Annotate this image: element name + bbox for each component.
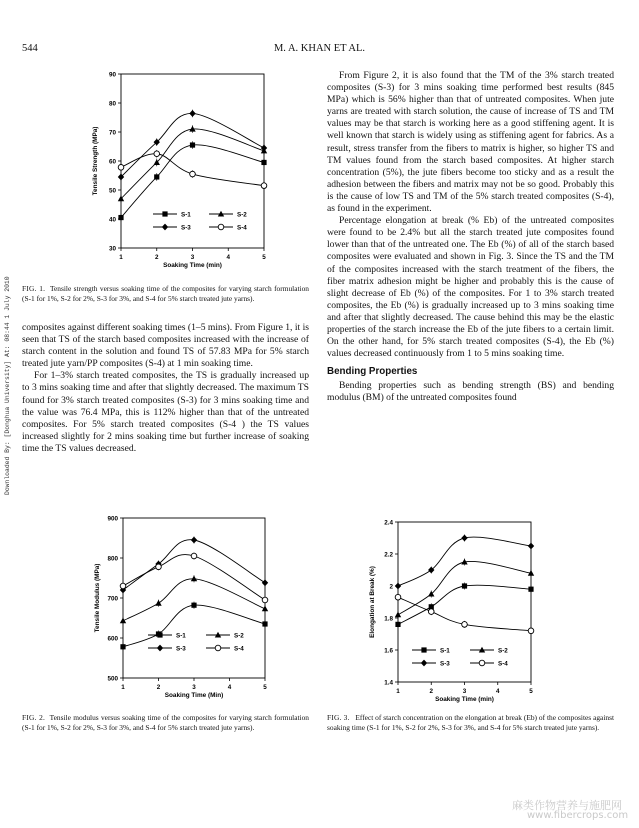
data-point [528, 628, 534, 634]
legend-label: S-4 [234, 645, 244, 653]
data-point [118, 215, 123, 220]
y-tick-label: 40 [108, 216, 116, 224]
data-point [395, 622, 400, 627]
figure-2-chart [78, 508, 278, 706]
series-line [398, 585, 531, 624]
legend-marker [421, 647, 426, 652]
left-paragraph-1: composites against different soaking times (1–5 mins). From Figure 1, it is seen that TS of the starch based composites increased with the increase of starch content in the solution and found TS of 57.83 MPa for 5% starch treated jute yarn/PP composites (S-4) at 1 min soaking time. [22, 322, 309, 370]
x-tick-label: 4 [227, 684, 232, 691]
plot-frame [121, 74, 264, 248]
figure-3-caption [327, 713, 614, 732]
legend-marker [218, 224, 224, 230]
data-point [428, 609, 434, 615]
x-tick-label: 1 [119, 254, 123, 261]
data-point [262, 621, 267, 626]
y-tick-label: 1.4 [384, 679, 393, 687]
legend-label: S-2 [498, 647, 508, 655]
series-s-1 [120, 602, 267, 651]
x-axis-label: Soaking Time (Min) [164, 692, 224, 699]
legend-label: S-1 [181, 211, 191, 219]
legend-marker [157, 632, 162, 637]
series-line [123, 605, 265, 647]
x-tick-label: 2 [154, 254, 159, 261]
data-point [154, 151, 160, 157]
x-tick-label: 5 [529, 688, 533, 695]
legend-label: S-3 [176, 645, 186, 653]
legend-marker [421, 660, 427, 667]
y-tick-label: 50 [108, 187, 116, 195]
x-tick-label: 5 [263, 684, 267, 691]
data-point [462, 583, 467, 588]
legend-marker [215, 645, 221, 651]
data-point [190, 171, 196, 177]
figure-1-caption-text: Tensile strength versus soaking time of the composites for varying starch formulation (S-1 for 1%, S-2 for 2%, S-3 for 3%, and S-4 for 5% starch treated jute yarns). [22, 284, 309, 303]
y-tick-label: 2.2 [384, 551, 393, 559]
data-point [120, 583, 126, 589]
y-tick-label: 30 [108, 245, 116, 253]
data-point [189, 110, 195, 117]
y-tick-label: 2.4 [384, 519, 393, 527]
series-s-2 [120, 575, 268, 624]
figure-2-caption-text: Tensile modulus versus soaking time of the composites for varying starch formulation (S-1 for 1%, S-2 for 2%, S-3 for 3%, and S-4 for 5% starch treated jute yarns). [22, 713, 309, 732]
data-point [261, 183, 267, 189]
legend-label: S-2 [237, 211, 247, 219]
x-tick-label: 4 [226, 254, 231, 261]
x-axis-label: Soaking Time (min) [435, 696, 494, 703]
watermark-url: www.fibercrops.com [527, 810, 629, 821]
y-tick-label: 2 [389, 583, 393, 591]
data-point [120, 618, 126, 624]
data-point [262, 606, 268, 612]
running-title: M. A. KHAN ET AL. [273, 43, 366, 54]
figure-2-caption [22, 713, 309, 732]
series-line [121, 154, 264, 186]
data-point [191, 553, 197, 559]
x-axis-label: Soaking Time (min) [163, 262, 222, 269]
data-point [190, 142, 195, 147]
left-column-text [22, 322, 309, 455]
series-s-1 [118, 141, 266, 221]
y-axis-label: Elongation at Break (%) [369, 566, 376, 638]
x-tick-label: 5 [262, 254, 266, 261]
data-point [262, 579, 268, 586]
y-tick-label: 60 [108, 158, 116, 166]
y-tick-label: 800 [107, 555, 118, 563]
download-stamp: Downloaded By: [Donghua University] At: 08:44 1 July 2010 [4, 276, 11, 495]
x-tick-label: 2 [429, 688, 434, 695]
legend-marker [162, 211, 167, 216]
data-point [528, 587, 533, 592]
data-point [261, 160, 266, 165]
legend-label: S-1 [176, 632, 186, 640]
data-point [191, 537, 197, 544]
legend-label: S-4 [498, 660, 508, 668]
data-point [395, 612, 401, 618]
series-s-4 [395, 594, 534, 635]
data-point [528, 543, 534, 550]
y-tick-label: 1.8 [384, 615, 393, 623]
series-line [121, 129, 264, 199]
right-column-text [327, 70, 614, 405]
data-point [191, 603, 196, 608]
data-point [155, 600, 161, 606]
y-tick-label: 90 [108, 71, 116, 79]
watermark-chinese: 麻类作物营养与施肥网 [512, 799, 622, 812]
legend-label: S-4 [237, 224, 247, 232]
page-number: 544 [22, 43, 38, 54]
legend-label: S-3 [181, 224, 191, 232]
y-tick-label: 70 [108, 129, 116, 137]
data-point [120, 644, 125, 649]
legend-marker [157, 645, 163, 652]
right-paragraph-3: Bending properties such as bending strength (BS) and bending modulus (BM) of the untreated composites found [327, 380, 614, 404]
x-tick-label: 2 [156, 684, 161, 691]
figure-3-caption-label: FIG. 3. [327, 713, 350, 722]
plot-frame [398, 522, 531, 682]
series-line [123, 540, 265, 590]
left-paragraph-2: For 1–3% starch treated composites, the TS is gradually increased up to 3 mins soaking time and after that slightly decreased. The maximum TS found for 3% starch treated composites (S-3) for 3 mins soaking time and the value was 76.4 MPa, this is 112% higher than that of the untreated composites. For 5% starch treated composites (S-4 ) the TS values increased slightly for 2 mins soaking time but further increase of soaking time the TS values decreased. [22, 370, 309, 454]
y-tick-label: 80 [108, 100, 116, 108]
data-point [262, 597, 268, 603]
right-paragraph-2: Percentage elongation at break (% Eb) of the untreated composites were found to be 2.4% but all the starch treated jute composites found lower than that of the untreated one. The Eb (%) of all of the starch based composites were evaluated and shown in Fig. 3. Since the TS and the TM of the composites increased with the starch treatment of the fibers, the fiber matrix adhesion might be higher and probably this is the cause of slight decrease of Eb (%) of the composites. For 1 to 3% starch treated composites, the Eb (%) is gradually increased up to 3 mins soaking time and after that slightly decreased. The cause behind this may be the elastic properties of the starch increase the Eb of the jute fibers to a certain limit. On the other hand, for 5% starch treated composites (S-4), the Eb (%) values decreased continuously from 1 to 5 mins soaking time. [327, 215, 614, 360]
data-point [118, 164, 124, 170]
data-point [156, 564, 162, 570]
data-point [395, 594, 401, 600]
x-tick-label: 1 [396, 688, 400, 695]
data-point [462, 622, 468, 628]
series-s-3 [120, 536, 268, 593]
section-heading: Bending Properties [327, 366, 418, 378]
figure-2-caption-label: FIG. 2. [22, 713, 46, 722]
legend-marker [479, 660, 485, 666]
x-tick-label: 3 [462, 688, 467, 695]
data-point [395, 583, 401, 590]
x-tick-label: 1 [121, 684, 125, 691]
data-point [461, 535, 467, 542]
legend-marker [162, 224, 168, 231]
figure-1-caption [22, 284, 309, 303]
legend [153, 211, 247, 232]
data-point [154, 174, 159, 179]
y-axis-label: Tensile Strength (MPa) [92, 126, 99, 196]
figure-3-chart [358, 508, 548, 706]
y-tick-label: 900 [107, 515, 118, 523]
y-axis-label: Tensile Modulus (MPa) [94, 563, 101, 633]
y-tick-label: 1.6 [384, 647, 393, 655]
y-tick-label: 600 [107, 635, 118, 643]
x-tick-label: 3 [190, 254, 195, 261]
legend [148, 632, 244, 653]
legend-label: S-3 [440, 660, 450, 668]
y-tick-label: 700 [107, 595, 118, 603]
legend-label: S-1 [440, 647, 450, 655]
figure-3-caption-text: Effect of starch concentration on the elongation at break (Eb) of the composites against soaking time (S-1 for 1%, S-2 for 2%, S-3 for 3%, and S-4 for 5% starch treated jute yarns). [327, 713, 614, 732]
figure-1-caption-label: FIG. 1. [22, 284, 46, 293]
x-tick-label: 4 [495, 688, 500, 695]
figure-1-chart [78, 64, 278, 284]
legend [412, 647, 508, 668]
right-paragraph-1: From Figure 2, it is also found that the TM of the 3% starch treated composites (S-3) for 3 mins soaking time performed best results (845 MPa) which is 56% higher than that of untreated composites. When jute yarns are treated with starch solution, the cause of increase of TS and TM values may be that starch is working here as a good stiffening agent. It is well known that starch is widely using as stiffening agent for fabrics. As a result, stress transfer from the fibers to matrix is higher, so higher TS and TM values found from the starch based composites. At higher starch concentration (5%), the jute fibers become too sticky and as a result the adhesion between the fibers and matrix may not be so good. Probably this is the cause of low TS and TM of the 5% starch treated composites (S-4), as found in the experiment. [327, 70, 614, 215]
legend-label: S-2 [234, 632, 244, 640]
x-tick-label: 3 [192, 684, 196, 691]
y-tick-label: 500 [107, 675, 118, 683]
